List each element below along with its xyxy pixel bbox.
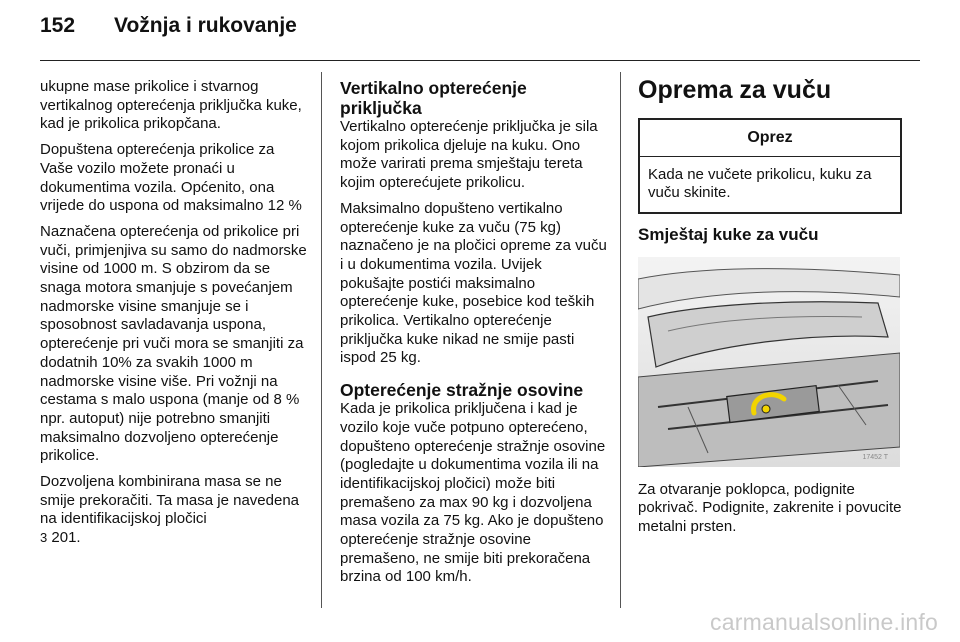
- caution-text: Kada ne vučete prikolicu, kuku za vuču skinite.: [648, 165, 872, 202]
- trunk-towbar-photo: [638, 257, 900, 467]
- paragraph-text: Dozvoljena kombinirana masa se ne smije prekoračiti. Ta masa je navedena na identifikacijskoj pločici: [40, 473, 300, 528]
- figure-code: 17452 T: [862, 453, 888, 461]
- watermark: carmanualsonline.info: [710, 609, 938, 635]
- text-column-1: [40, 78, 308, 555]
- paragraph: Kada je prikolica priključena i kad je vozilo koje vuče potpuno opterećeno, dopušteno opterećenje stražnje osovine (pogledajte u dokumentima vozila ili na identifikacijskoj pločici) može biti premašeno za max 90 kg i dozvoljena masa vozila za 75 kg. Ako je dopušteno opterećenje stražnje osovine premašeno, ne smije biti prekoračena brzina od 100 km/h.: [340, 400, 606, 586]
- chapter-title: Vožnja i rukovanje: [114, 14, 297, 37]
- figure-caption: Za otvaranje poklopca, podignite pokrivač. Podignite, zakrenite i povucite metalni prsten.: [638, 480, 902, 535]
- paragraph: ukupne mase prikolice i stvarnog vertikalnog opterećenja priključka kuke, kad je prikolica prikopčana.: [40, 78, 302, 133]
- text-column-3: [638, 78, 902, 544]
- header-divider: [40, 60, 920, 61]
- paragraph: Vertikalno opterećenje priključka je sila kojom prikolica djeluje na kuku. Ono može varirati prema smještaju tereta kojim opterećujete prikolicu.: [340, 118, 598, 192]
- page-number: 152: [40, 14, 76, 37]
- paragraph: Maksimalno dopušteno vertikalno opterećenje kuke za vuču (75 kg) naznačeno je na pločici opreme za vuču i u dokumentima vozila. Uvijek pokušajte postići maksimalno opterećenje kuke, posebice kod teških prikolica. Vertikalno opterećenje priključka kuke nikad ne smije pasti ispod 25 kg.: [340, 199, 607, 367]
- paragraph: Naznačena opterećenja od prikolice pri vuči, primjenjiva su samo do nadmorske visine od 1000 m. S obzirom da se snaga motora smanjuje s povećanjem nadmorske visine smanjuje se i sposobnost savladavanja uspona, opterećenje pri vuči mora se smanjiti za dodatnih 10% za svakih 1000 m nadmorske visine više. Pri vožnji na cestama s malo uspona (manje od 8 % npr. autoput) nije potrebno smanjiti maksimalno dozvoljeno opterećenje prikolice.: [40, 222, 307, 465]
- text-column-2: [340, 78, 608, 594]
- paragraph: Dopuštena opterećenja prikolice za Vaše vozilo možete pronaći u dokumentima vozila. Općenito, ona vrijede do uspona od maksimalno 12 %: [40, 141, 302, 215]
- page-reference-icon: 3: [40, 530, 48, 546]
- paragraph-with-reference: [40, 473, 308, 548]
- subsection-heading: Smještaj kuke za vuču: [638, 225, 819, 245]
- page-header: [40, 14, 920, 48]
- column-divider: [321, 72, 322, 608]
- caution-box: [638, 118, 902, 214]
- caution-title: Oprez: [640, 120, 900, 157]
- page-reference-link[interactable]: 201.: [51, 529, 81, 547]
- column-divider: [620, 72, 621, 608]
- section-heading: Vertikalno opterećenje priključka: [340, 78, 527, 118]
- section-title: Oprema za vuču: [638, 76, 832, 104]
- section-heading: Opterećenje stražnje osovine: [340, 380, 584, 401]
